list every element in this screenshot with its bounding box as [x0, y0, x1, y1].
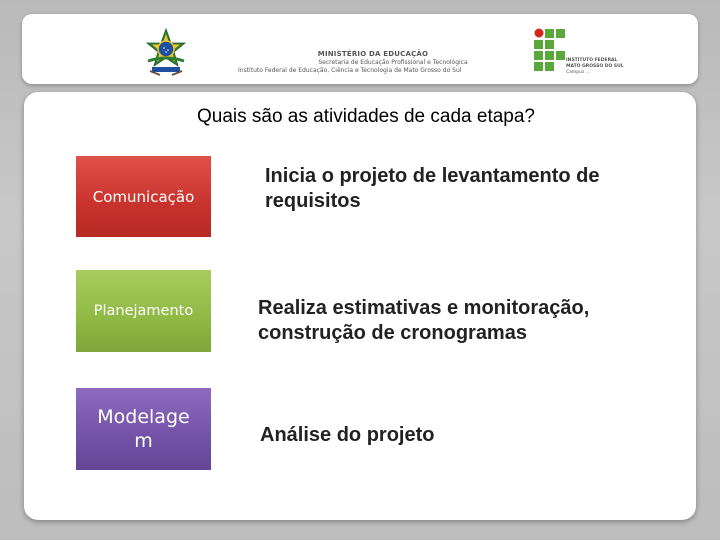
ifmt-logo-line: Campus ...	[566, 70, 591, 75]
slide-title: Quais são as atividades de cada etapa?	[196, 106, 535, 127]
ministry-name: MINISTÉRIO DA EDUCAÇÃO	[317, 50, 429, 58]
stage-modeling-description: Análise do projeto	[260, 424, 435, 446]
secretariat-name: Secretaria de Educação Profissional e Tecnológica	[318, 59, 468, 66]
stage-modeling	[76, 388, 211, 470]
ifmt-logo-line: INSTITUTO FEDERAL	[566, 58, 618, 63]
stage-modeling-label: Modelage m	[97, 406, 190, 452]
institute-name: Instituto Federal de Educação, Ciência e Tecnologia de Mato Grosso do Sul	[238, 67, 462, 74]
stage-communication-description: Inicia o projeto de levantamento de requisitos	[265, 165, 600, 212]
stage-planning-description: Realiza estimativas e monitoração, construção de cronogramas	[258, 297, 590, 344]
ifmt-logo-line: MATO GROSSO DO SUL	[566, 64, 624, 69]
header-institution-text	[238, 50, 508, 74]
ifmt-logo-text	[566, 58, 624, 76]
stage-planning: Planejamento	[76, 270, 211, 352]
ifmt-logo-icon	[534, 28, 568, 76]
stage-communication: Comunicação	[76, 156, 211, 237]
brazil-coat-of-arms-icon	[144, 25, 188, 77]
